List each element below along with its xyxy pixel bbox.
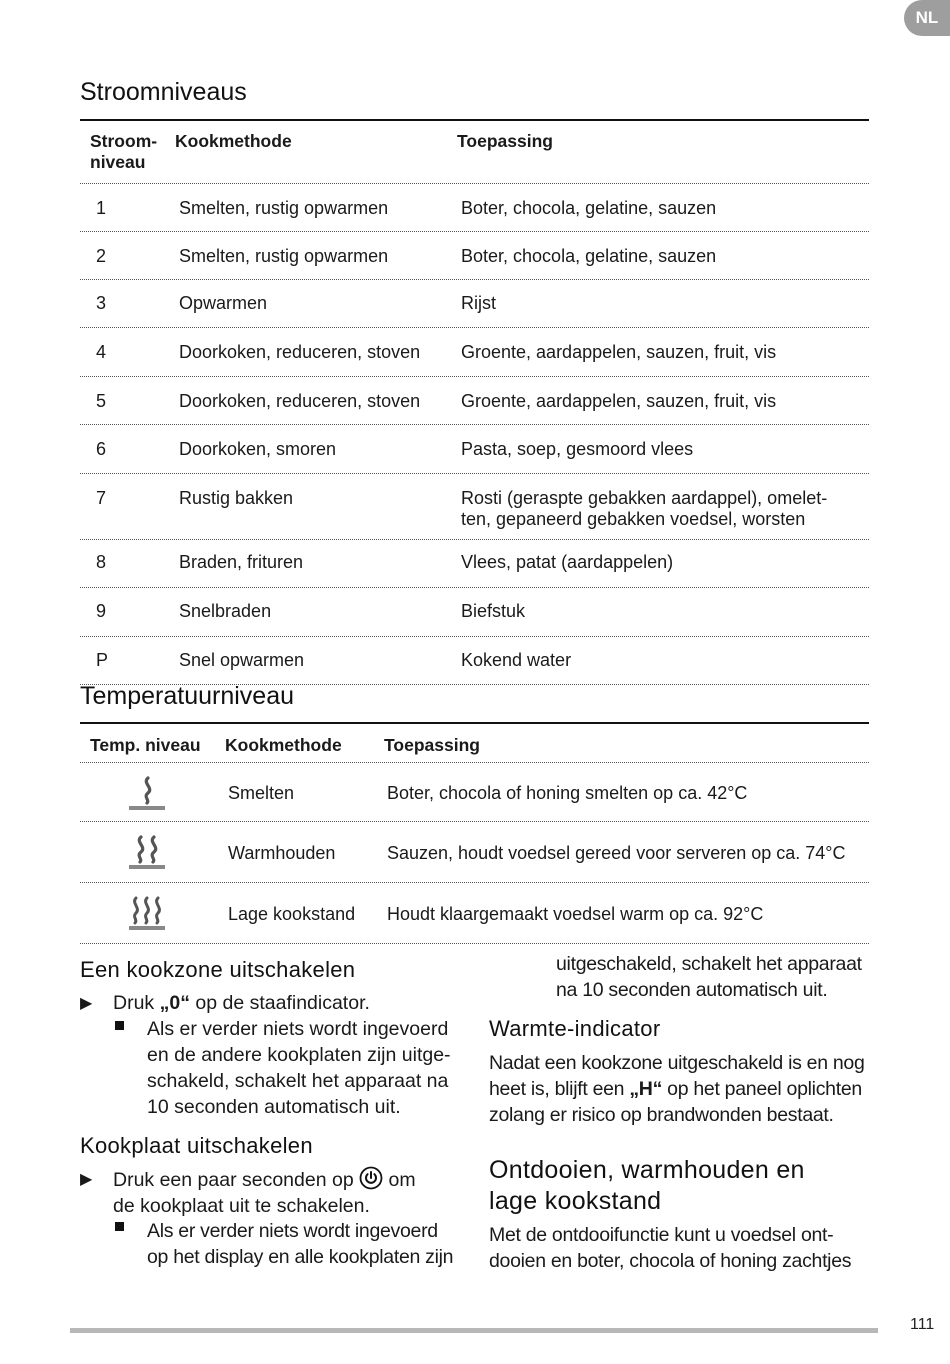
table-row (80, 822, 869, 883)
section-title-ontdooien (489, 1155, 805, 1217)
table-row (80, 377, 869, 425)
note-line: 10 seconden automatisch uit. (147, 1096, 401, 1118)
note-line: Als er verder niets wordt ingevoerd (147, 1220, 438, 1242)
note-line: Als er verder niets wordt ingevoerd (147, 1018, 449, 1040)
row-use-line2: ten, gepaneerd gebakken voedsel, worsten (461, 509, 806, 529)
row-use: Groente, aardappelen, sauzen, fruit, vis (461, 342, 777, 362)
table-row (80, 184, 869, 232)
table-row (80, 763, 869, 822)
paragraph-line: Met de ontdooifunctie kunt u voedsel ont- (489, 1224, 834, 1246)
row-use: Boter, chocola of honing smelten op ca. 42°C (387, 783, 748, 803)
footer-rule (70, 1328, 878, 1333)
language-badge: NL (904, 0, 950, 36)
power-button-icon (359, 1166, 383, 1190)
table-row (80, 232, 869, 280)
step-text-a: Druk een paar seconden op (113, 1169, 360, 1191)
section-title-temperatuurniveau: Temperatuurniveau (80, 682, 295, 710)
header-temp-level: Temp. niveau (90, 735, 201, 755)
note-line: schakeld, schakelt het apparaat na (147, 1070, 449, 1092)
row-method: Braden, frituren (179, 552, 304, 572)
text-c: op het paneel oplichten (662, 1078, 862, 1100)
text-key: „H“ (629, 1078, 663, 1100)
row-level: 8 (96, 552, 107, 572)
note-paragraph (147, 1218, 453, 1270)
row-use: Groente, aardappelen, sauzen, fruit, vis (461, 391, 777, 411)
row-method: Doorkoken, smoren (179, 439, 337, 459)
row-level: 7 (96, 488, 107, 508)
table-header-row (80, 724, 869, 763)
title-line: Ontdooien, warmhouden en (489, 1156, 805, 1184)
row-method: Lage kookstand (228, 904, 356, 924)
power-level-table (80, 119, 869, 685)
steam-3-icon (128, 895, 166, 931)
note-line: en de andere kookplaten zijn uitge- (147, 1044, 451, 1066)
row-method: Snelbraden (179, 601, 272, 621)
row-use: Vlees, patat (aardappelen) (461, 552, 674, 572)
table-row (80, 883, 869, 944)
row-level: 6 (96, 439, 107, 459)
ontdooien-paragraph (489, 1222, 851, 1274)
section-title-warmte-indicator: Warmte-indicator (489, 1016, 661, 1041)
paragraph-line (489, 1076, 865, 1102)
row-use: Pasta, soep, gesmoord vlees (461, 439, 694, 459)
row-use: Biefstuk (461, 601, 526, 621)
table-row (80, 540, 869, 588)
header-level-line2: niveau (90, 152, 146, 172)
row-level: 3 (96, 293, 107, 313)
step-text (113, 1166, 416, 1219)
row-use: Kokend water (461, 650, 572, 670)
section-title-stroomniveaus: Stroomniveaus (80, 78, 247, 106)
table-header-row (80, 121, 869, 184)
row-level: 5 (96, 391, 107, 411)
continued-note (556, 951, 862, 1003)
steam-2-icon (128, 834, 166, 870)
paragraph-line: dooien en boter, chocola of honing zachtjes (489, 1250, 852, 1272)
steam-1-icon (128, 775, 166, 811)
bullet-square-icon (115, 1222, 124, 1231)
row-use: Boter, chocola, gelatine, sauzen (461, 246, 717, 266)
row-method: Doorkoken, reduceren, stoven (179, 342, 421, 362)
step-text-c: op de staafindicator. (189, 992, 370, 1014)
row-level: 1 (96, 198, 107, 218)
note-line: op het display en alle kookplaten zijn (147, 1246, 454, 1268)
page-number: 111 (910, 1316, 935, 1333)
table-row (80, 328, 869, 377)
section-title-kookplaat-uitschakelen: Kookplaat uitschakelen (80, 1133, 313, 1158)
row-method: Smelten, rustig opwarmen (179, 246, 389, 266)
header-level-line1: Stroom- (90, 131, 158, 151)
step-arrow-icon: ▶ (80, 995, 93, 1012)
row-level: 4 (96, 342, 107, 362)
header-use: Toepassing (457, 131, 553, 151)
row-level: P (96, 650, 109, 670)
step-arrow-icon: ▶ (80, 1171, 93, 1188)
row-use: Rosti (geraspte gebakken aardappel), omelet- (461, 488, 828, 508)
table-row (80, 280, 869, 328)
note-line: na 10 seconden automatisch uit. (556, 979, 828, 1001)
bullet-square-icon (115, 1021, 124, 1030)
row-use: Sauzen, houdt voedsel gereed voor serveren op ca. 74°C (387, 843, 846, 863)
temperature-level-table (80, 722, 869, 944)
paragraph-line: Nadat een kookzone uitgeschakeld is en nog (489, 1052, 865, 1074)
text-a: heet is, blijft een (489, 1078, 630, 1100)
row-method: Smelten (228, 783, 295, 803)
row-level: 9 (96, 601, 107, 621)
note-line: uitgeschakeld, schakelt het apparaat (556, 953, 862, 975)
table-row (80, 637, 869, 685)
section-title-kookzone-uitschakelen: Een kookzone uitschakelen (80, 957, 356, 982)
row-method: Warmhouden (228, 843, 336, 863)
row-use: Boter, chocola, gelatine, sauzen (461, 198, 717, 218)
row-method: Rustig bakken (179, 488, 294, 508)
step-text-b: om (383, 1169, 416, 1191)
note-paragraph (147, 1016, 451, 1120)
step-text-a: Druk (113, 992, 160, 1014)
header-method: Kookmethode (175, 131, 292, 151)
row-method: Smelten, rustig opwarmen (179, 198, 389, 218)
step-text-key: „0“ (159, 992, 190, 1014)
row-use: Rijst (461, 293, 496, 313)
table-row (80, 425, 869, 474)
header-use: Toepassing (384, 735, 480, 755)
step-text (113, 990, 370, 1016)
row-method: Opwarmen (179, 293, 268, 313)
row-method: Snel opwarmen (179, 650, 305, 670)
table-row (80, 474, 869, 540)
warmte-indicator-paragraph (489, 1050, 865, 1128)
paragraph-line: zolang er risico op brandwonden bestaat. (489, 1104, 834, 1126)
title-line: lage kookstand (489, 1187, 662, 1215)
row-level: 2 (96, 246, 107, 266)
row-use: Houdt klaargemaakt voedsel warm op ca. 92°C (387, 904, 764, 924)
header-method: Kookmethode (225, 735, 342, 755)
row-method: Doorkoken, reduceren, stoven (179, 391, 421, 411)
step-text-line2: de kookplaat uit te schakelen. (113, 1195, 370, 1217)
table-row (80, 588, 869, 637)
